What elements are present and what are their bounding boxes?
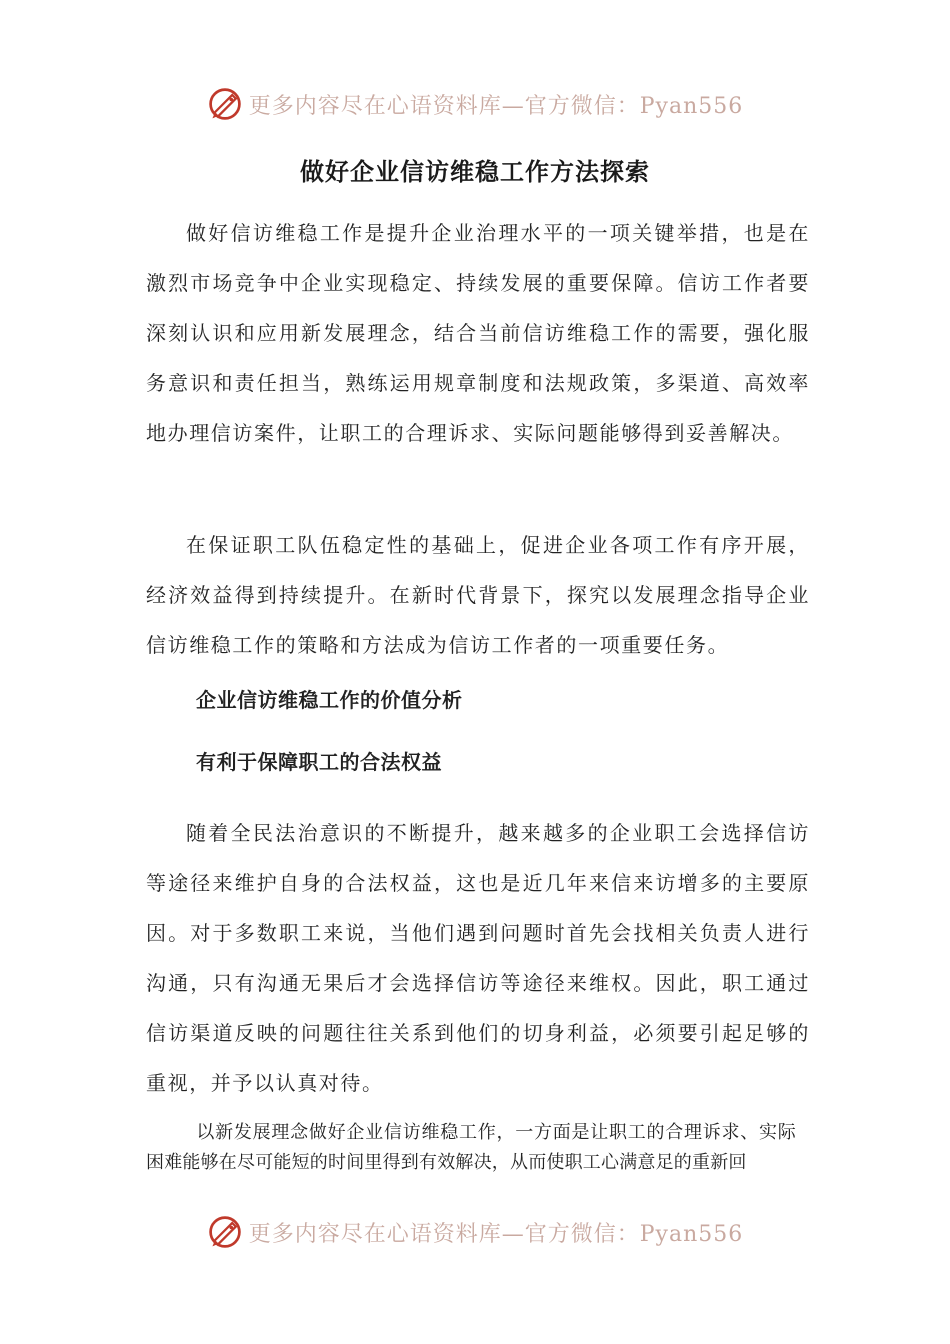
section-heading-1: 企业信访维稳工作的价值分析 (196, 688, 463, 712)
pen-nib-logo-icon (207, 86, 243, 122)
footer-banner (0, 1210, 950, 1254)
section-heading-2: 有利于保障职工的合法权益 (196, 750, 442, 774)
paragraph-2: 在保证职工队伍稳定性的基础上，促进企业各项工作有序开展，经济效益得到持续提升。在新时代背景下，探究以发展理念指导企业信访维稳工作的策略和方法成为信访工作者的一项重要任务。 (146, 533, 810, 657)
banner-text: 更多内容尽在心语资料库—官方微信：Pyan556 (248, 1221, 744, 1247)
banner-text: 更多内容尽在心语资料库—官方微信：Pyan556 (248, 93, 744, 119)
paragraph-1: 做好信访维稳工作是提升企业治理水平的一项关键举措，也是在激烈市场竞争中企业实现稳定、持续发展的重要保障。信访工作者要深刻认识和应用新发展理念，结合当前信访维稳工作的需要，强化服务意识和责任担当，熟练运用规章制度和法规政策，多渠道、高效率地办理信访案件，让职工的合理诉求、实际问题能够得到妥善解决。 (146, 221, 810, 445)
pen-nib-logo-icon (207, 1214, 243, 1250)
paragraph-4: 以新发展理念做好企业信访维稳工作，一方面是让职工的合理诉求、实际困难能够在尽可能短的时间里得到有效解决，从而使职工心满意足的重新回 (146, 1122, 796, 1173)
document-title: 做好企业信访维稳工作方法探索 (300, 157, 650, 186)
paragraph-3: 随着全民法治意识的不断提升，越来越多的企业职工会选择信访等途径来维护自身的合法权益，这也是近几年来信来访增多的主要原因。对于多数职工来说，当他们遇到问题时首先会找相关负责人进行沟通，只有沟通无果后才会选择信访等途径来维权。因此，职工通过信访渠道反映的问题往往关系到他们的切身利益，必须要引起足够的重视，并予以认真对待。 (146, 821, 810, 1095)
header-banner (0, 82, 950, 126)
